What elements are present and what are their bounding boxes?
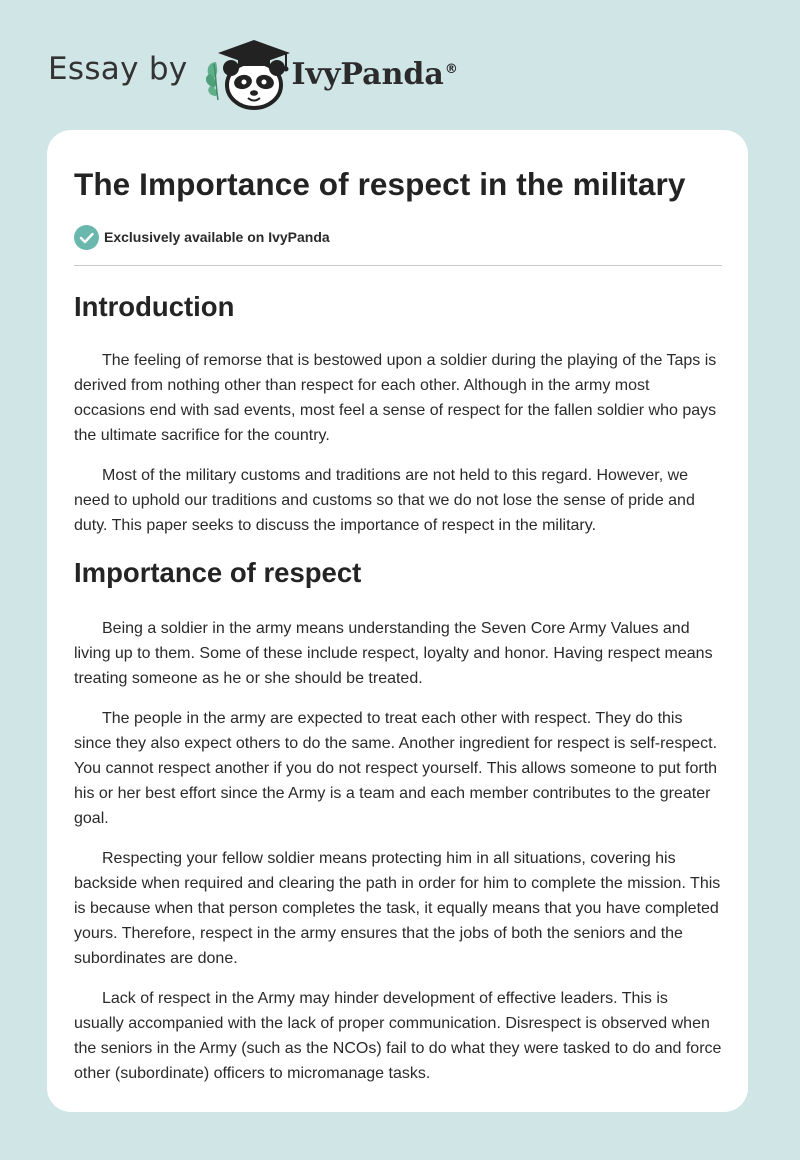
panda-graduate-icon — [202, 36, 294, 112]
check-circle-icon — [74, 225, 99, 250]
section-heading: Introduction — [74, 291, 235, 322]
paragraph: Respecting your fellow soldier means protecting him in all situations, covering his backside when required and clearing the path in order for him to complete the mission. This is because when that person completes the task, it equally means that you have completed yours. Therefore, respect in the army ensures that the jobs of both the seniors and the subordinates are done. — [74, 850, 721, 967]
paragraph: The feeling of remorse that is bestowed upon a soldier during the playing of the Taps is derived from nothing other than respect for each other. Although in the army most occasions end with sad events, most feel a sense of respect for the fallen soldier who pays the ultimate sacrifice for the country. — [74, 352, 717, 444]
section-importance-of-respect — [74, 556, 722, 1086]
section-introduction — [74, 290, 722, 538]
divider — [74, 265, 722, 266]
badge-text: Exclusively available on IvyPanda — [104, 229, 330, 245]
essay-title: The Importance of respect in the military — [74, 166, 686, 202]
paragraph: Being a soldier in the army means understanding the Seven Core Army Values and living up to them. Some of these include respect, loyalty and honor. Having respect means treating someone as he or she should be treated. — [74, 620, 713, 687]
brand-name: IvyPanda® — [291, 56, 458, 92]
section-heading: Importance of respect — [74, 557, 362, 588]
paragraph: Most of the military customs and traditions are not held to this regard. However, we need to uphold our traditions and customs so that we do not lose the sense of pride and duty. This paper seeks to discuss the importance of respect in the military. — [74, 467, 695, 534]
paragraph: Lack of respect in the Army may hinder development of effective leaders. This is usually accompanied with the lack of proper communication. Disrespect is observed when the seniors in the Army (such as the NCOs) fail to do what they were tasked to do and force other (subordinate) officers to micromanage tasks. — [74, 990, 722, 1082]
exclusive-badge — [74, 224, 722, 250]
paragraph: The people in the army are expected to treat each other with respect. They do this since they also expect others to do the same. Another ingredient for respect is self-respect. You cannot respect another if you do not respect yourself. This allows someone to put forth his or her best effort since the Army is a team and each member contributes to the greater goal. — [74, 710, 718, 827]
essay-card — [47, 130, 748, 1112]
brand-prefix: Essay by — [48, 51, 188, 87]
site-logo[interactable] — [48, 36, 458, 112]
registered-mark: ® — [444, 61, 458, 77]
